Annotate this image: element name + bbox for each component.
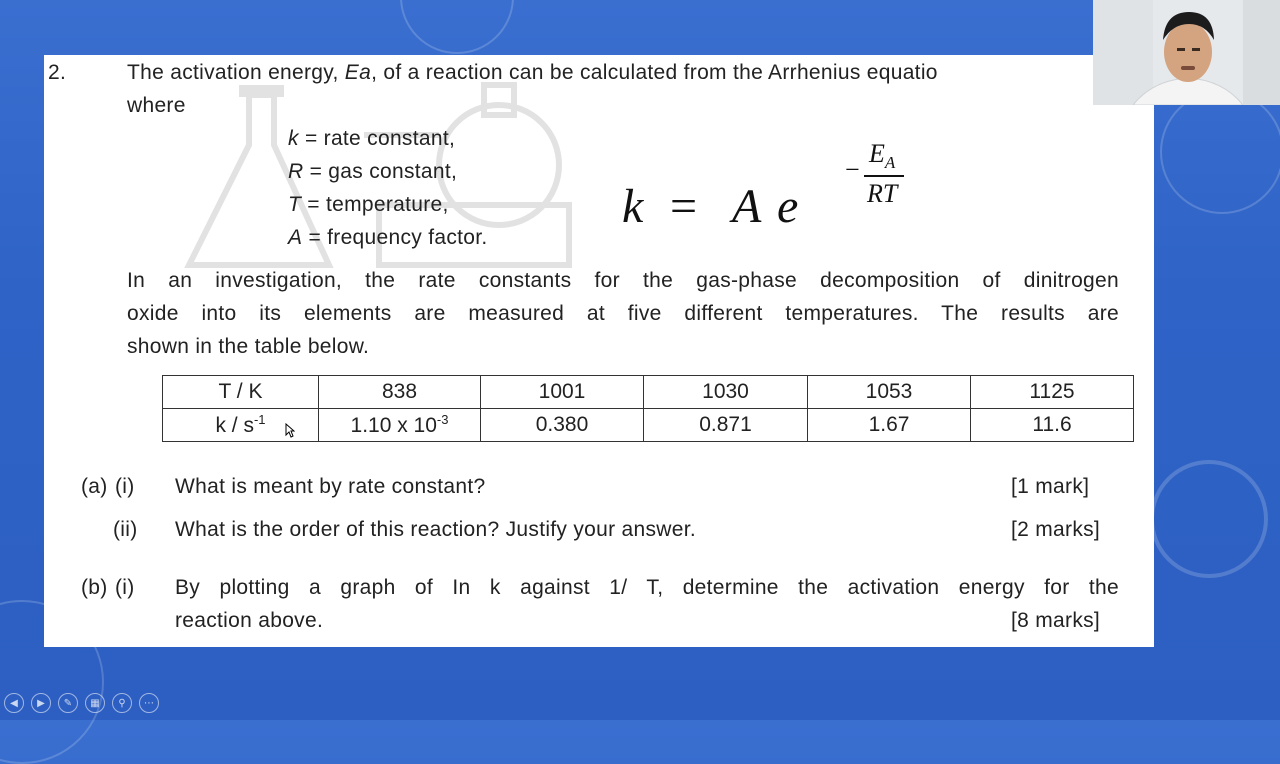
paragraph-line-2: oxide into its elements are measured at five different temperatures. The results are	[127, 302, 1119, 325]
formula-numerator	[869, 139, 895, 173]
table-cell: 1001	[481, 376, 644, 409]
definition-text: = temperature,	[301, 193, 449, 216]
table-cell: 838	[319, 376, 481, 409]
header-base: k / s	[215, 414, 254, 437]
background-ring	[1150, 460, 1268, 578]
presenter-image	[1093, 0, 1280, 105]
question-number: 2.	[48, 61, 67, 84]
numerator-e: E	[869, 139, 885, 168]
rate-constant-table	[162, 375, 1134, 442]
formula-minus: −	[845, 155, 860, 184]
numerator-subscript: A	[884, 153, 896, 173]
fraction-bar	[864, 175, 904, 177]
part-b-label: (b)	[81, 576, 108, 599]
paragraph-line-3: shown in the table below.	[127, 335, 370, 358]
formula-e: e	[777, 180, 799, 233]
header-rate-constant	[163, 409, 319, 442]
table-row	[163, 376, 1134, 409]
header-temperature: T / K	[163, 376, 319, 409]
formula-a: A	[732, 180, 762, 233]
cell-sup: -3	[436, 412, 449, 427]
arrhenius-equation	[622, 135, 898, 235]
table-cell: 11.6	[971, 409, 1134, 442]
definition-text: = gas constant,	[303, 160, 458, 183]
cell-base: 1.10 x 10	[350, 414, 437, 437]
definition-k	[288, 127, 455, 151]
zoom-icon[interactable]: ⚲	[112, 693, 132, 713]
table-cell: 1.67	[808, 409, 971, 442]
table-cell: 1053	[808, 376, 971, 409]
definition-r	[288, 160, 457, 184]
presenter-webcam	[1093, 0, 1280, 105]
symbol-r: R	[288, 160, 304, 183]
slide	[44, 55, 1154, 647]
definition-a	[288, 226, 488, 250]
part-b-i-text-line-2: reaction above.	[175, 609, 324, 632]
part-a-ii-marks: [2 marks]	[1011, 518, 1101, 541]
next-icon[interactable]: ▶	[31, 693, 51, 713]
part-a-i-label: (i)	[115, 475, 135, 498]
paragraph-line-1: In an investigation, the rate constants for the gas-phase decomposition of dinitrogen	[127, 269, 1119, 292]
intro-post: , of a reaction can be calculated from the Arrhenius equatio	[371, 61, 938, 84]
where-label: where	[127, 94, 186, 117]
part-b-i-label: (i)	[115, 576, 135, 599]
table-cell: 1030	[644, 376, 808, 409]
intro-pre: The activation energy,	[127, 61, 345, 84]
table-cell	[319, 409, 481, 442]
intro-var: Ea	[344, 61, 372, 84]
slides-icon[interactable]: ▦	[85, 693, 105, 713]
part-b-i-text-line-1: By plotting a graph of In k against 1/ T, determine the activation energy for the	[175, 576, 1119, 599]
part-a-ii-text: What is the order of this reaction? Justify your answer.	[175, 518, 697, 541]
formula-equals: =	[670, 180, 698, 233]
previous-icon[interactable]: ◀	[4, 693, 24, 713]
mouse-cursor-icon	[285, 423, 295, 438]
background-ring	[1160, 90, 1280, 214]
part-a-i-marks: [1 mark]	[1011, 475, 1090, 498]
background-ring	[400, 0, 514, 54]
table-row	[163, 409, 1134, 442]
part-b-i-marks: [8 marks]	[1011, 609, 1101, 632]
table-cell: 1125	[971, 376, 1134, 409]
question-intro	[127, 61, 938, 85]
slideshow-toolbar	[4, 693, 159, 713]
table-cell: 0.871	[644, 409, 808, 442]
table-cell: 0.380	[481, 409, 644, 442]
symbol-a: A	[288, 226, 303, 249]
part-a-ii-label: (ii)	[113, 518, 138, 541]
symbol-k: k	[288, 127, 299, 150]
definition-text: = frequency factor.	[302, 226, 488, 249]
formula-k: k	[622, 180, 644, 233]
part-a-i-text: What is meant by rate constant?	[175, 475, 486, 498]
pen-icon[interactable]: ✎	[58, 693, 78, 713]
symbol-t: T	[288, 193, 302, 216]
header-sup: -1	[253, 412, 266, 427]
part-a-label: (a)	[81, 475, 108, 498]
definition-t	[288, 193, 449, 217]
definition-text: = rate constant,	[298, 127, 456, 150]
formula-denominator: RT	[867, 179, 898, 208]
more-icon[interactable]: ⋯	[139, 693, 159, 713]
